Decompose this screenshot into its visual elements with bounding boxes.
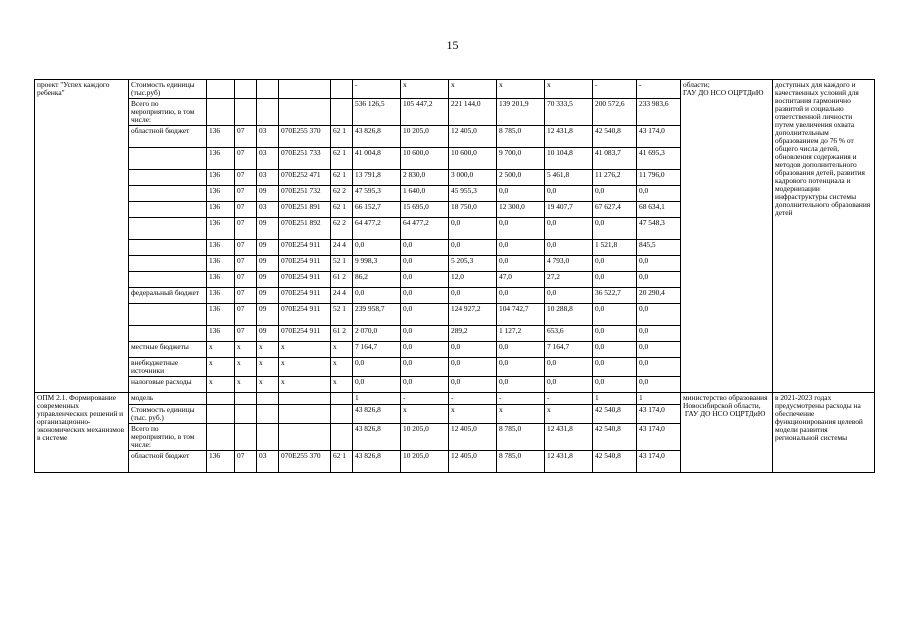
csr-cell [279,424,331,451]
pr-cell: 03 [257,202,279,218]
csr-cell [279,393,331,405]
value-cell: 10 205,0 [401,126,449,148]
value-cell: 19 407,7 [545,202,593,218]
pr-cell: 09 [257,272,279,288]
measure-name: ОПМ 2.1. Формирование современных управленческих решений и организационно-экономических механизмов в системе [35,393,129,473]
value-cell: 0,0 [497,218,545,240]
vr-cell [331,424,353,451]
value-cell: 0,0 [545,240,593,256]
csr-cell [279,405,331,424]
vr-cell: 61 2 [331,326,353,342]
value-cell: 86,2 [353,272,401,288]
rz-cell: x [235,342,257,358]
grbs-cell: 136 [207,451,235,473]
grbs-cell: 136 [207,326,235,342]
rz-cell: 07 [235,218,257,240]
indicator-cell [129,240,207,256]
value-cell: 139 201,9 [497,99,545,126]
indicator-cell: Всего по мероприятию, в том числе: [129,99,207,126]
value-cell: 536 126,5 [353,99,401,126]
value-cell: 45 955,3 [449,186,497,202]
value-cell: 0,0 [593,326,637,342]
value-cell: 43 174,0 [637,451,681,473]
rz-cell: 07 [235,272,257,288]
value-cell: 10 600,0 [449,148,497,170]
value-cell: 0,0 [637,304,681,326]
indicator-cell: Стоимость единицы (тыс.руб) [129,80,207,99]
vr-cell: 52 1 [331,304,353,326]
value-cell: 43 826,8 [353,126,401,148]
value-cell: 0,0 [353,358,401,377]
value-cell: 0,0 [497,377,545,393]
indicator-cell [129,186,207,202]
value-cell: 47 548,3 [637,218,681,240]
value-cell: 239 958,7 [353,304,401,326]
rz-cell: 07 [235,170,257,186]
value-cell: 0,0 [401,304,449,326]
value-cell: 43 826,8 [353,451,401,473]
indicator-cell [129,256,207,272]
csr-cell: x [279,342,331,358]
rz-cell [235,80,257,99]
value-cell: 0,0 [593,218,637,240]
pr-cell: 09 [257,288,279,304]
value-cell: 9 998,3 [353,256,401,272]
value-cell: 1 [353,393,401,405]
value-cell: 18 750,0 [449,202,497,218]
value-cell: x [449,405,497,424]
rz-cell [235,405,257,424]
pr-cell: 09 [257,186,279,202]
vr-cell: 62 2 [331,218,353,240]
value-cell: 12 300,0 [497,202,545,218]
pr-cell: x [257,377,279,393]
csr-cell: 070E251 892 [279,218,331,240]
rz-cell: 07 [235,202,257,218]
grbs-cell: x [207,358,235,377]
value-cell: 41 083,7 [593,148,637,170]
value-cell: 0,0 [401,240,449,256]
value-cell: 66 152,7 [353,202,401,218]
pr-cell: x [257,342,279,358]
rz-cell: 07 [235,451,257,473]
value-cell: 43 174,0 [637,424,681,451]
value-cell: 43 174,0 [637,126,681,148]
value-cell: 10 104,8 [545,148,593,170]
indicator-cell: федеральный бюджет [129,288,207,304]
executor-cell: области; ГАУ ДО НСО ОЦРТДиЮ [681,80,773,393]
value-cell: 0,0 [545,218,593,240]
value-cell: 0,0 [449,218,497,240]
pr-cell: 09 [257,326,279,342]
value-cell: 104 742,7 [497,304,545,326]
value-cell: - [545,393,593,405]
value-cell: 12 405,0 [449,424,497,451]
grbs-cell: 136 [207,304,235,326]
value-cell: 2 830,0 [401,170,449,186]
rz-cell: 07 [235,288,257,304]
value-cell: 47,0 [497,272,545,288]
vr-cell: 62 1 [331,170,353,186]
value-cell: 0,0 [497,358,545,377]
grbs-cell: 136 [207,186,235,202]
rz-cell [235,424,257,451]
value-cell: 0,0 [353,288,401,304]
value-cell: 0,0 [401,256,449,272]
value-cell: 0,0 [593,256,637,272]
indicator-cell: областной бюджет [129,126,207,148]
value-cell: x [449,80,497,99]
value-cell: 10 600,0 [401,148,449,170]
grbs-cell: 136 [207,288,235,304]
grbs-cell: 136 [207,148,235,170]
vr-cell: 24 4 [331,240,353,256]
executor-cell: министерство образования Новосибирской области, ГАУ ДО НСО ОЦРТДиЮ [681,393,773,473]
grbs-cell [207,80,235,99]
value-cell: 15 695,0 [401,202,449,218]
vr-cell: 52 1 [331,256,353,272]
value-cell: 0,0 [497,288,545,304]
vr-cell [331,80,353,99]
pr-cell: 09 [257,240,279,256]
pr-cell: 03 [257,148,279,170]
budget-table [34,79,875,473]
value-cell: 64 477,2 [353,218,401,240]
value-cell: 68 634,1 [637,202,681,218]
value-cell: 0,0 [497,342,545,358]
value-cell: 0,0 [637,358,681,377]
pr-cell: 09 [257,218,279,240]
grbs-cell: 136 [207,218,235,240]
value-cell: 7 164,7 [545,342,593,358]
value-cell: 36 522,7 [593,288,637,304]
value-cell: 0,0 [637,342,681,358]
value-cell: 0,0 [401,288,449,304]
value-cell: 124 927,2 [449,304,497,326]
value-cell: 221 144,0 [449,99,497,126]
pr-cell: 03 [257,170,279,186]
grbs-cell: 136 [207,126,235,148]
rz-cell: 07 [235,186,257,202]
vr-cell [331,405,353,424]
value-cell: 27,2 [545,272,593,288]
value-cell: 653,6 [545,326,593,342]
grbs-cell [207,99,235,126]
result-cell: доступных для каждого и качественных условий для воспитания гармонично развитой и социально ответственной личности путем увеличения охвата дополнительным образованием до 76 % от общего числа детей, обновления содержания и методов дополнительного образования детей, развития кадрового потенциала и модернизации инфраструктуры системы дополнительного образования детей [773,80,875,393]
value-cell: 41 695,3 [637,148,681,170]
indicator-cell: Всего по мероприятию, в том числе: [129,424,207,451]
value-cell: 0,0 [637,256,681,272]
vr-cell: x [331,342,353,358]
value-cell: 11 796,0 [637,170,681,186]
value-cell: x [401,405,449,424]
value-cell: x [401,80,449,99]
vr-cell: 62 2 [331,186,353,202]
csr-cell [279,99,331,126]
value-cell: 0,0 [449,342,497,358]
page-number: 15 [446,38,459,52]
value-cell: 2 500,0 [497,170,545,186]
vr-cell [331,99,353,126]
grbs-cell [207,424,235,451]
value-cell: 12 431,8 [545,424,593,451]
grbs-cell: 136 [207,170,235,186]
grbs-cell: 136 [207,240,235,256]
indicator-cell: Стоимость единицы (тыс. руб.) [129,405,207,424]
value-cell: 0,0 [593,342,637,358]
rz-cell: 07 [235,240,257,256]
value-cell: - [593,80,637,99]
pr-cell: 09 [257,304,279,326]
value-cell: 43 826,8 [353,405,401,424]
value-cell: 0,0 [593,377,637,393]
csr-cell: 070E251 733 [279,148,331,170]
indicator-cell [129,272,207,288]
value-cell: 47 595,3 [353,186,401,202]
csr-cell: 070E254 911 [279,256,331,272]
value-cell: 0,0 [401,326,449,342]
csr-cell: 070E252 471 [279,170,331,186]
vr-cell: x [331,358,353,377]
measure-name: проект "Успех каждого ребенка" [35,80,129,393]
value-cell: 0,0 [637,326,681,342]
vr-cell: 62 1 [331,451,353,473]
rz-cell: x [235,358,257,377]
csr-cell: 070E254 911 [279,288,331,304]
rz-cell: 07 [235,326,257,342]
value-cell: 0,0 [637,377,681,393]
pr-cell [257,424,279,451]
value-cell: 200 572,6 [593,99,637,126]
value-cell: 5 205,3 [449,256,497,272]
indicator-cell [129,304,207,326]
rz-cell: 07 [235,256,257,272]
grbs-cell: x [207,377,235,393]
csr-cell: x [279,377,331,393]
pr-cell: 03 [257,126,279,148]
value-cell: 12 431,8 [545,126,593,148]
value-cell: 42 540,8 [593,405,637,424]
table-body [35,80,875,473]
value-cell: 0,0 [353,377,401,393]
csr-cell: 070E255 370 [279,126,331,148]
vr-cell: x [331,377,353,393]
value-cell: 10 205,0 [401,451,449,473]
rz-cell [235,99,257,126]
value-cell: 7 164,7 [353,342,401,358]
pr-cell [257,99,279,126]
value-cell: 2 070,0 [353,326,401,342]
indicator-cell [129,218,207,240]
rz-cell [235,393,257,405]
value-cell: 9 700,0 [497,148,545,170]
value-cell: 1 [637,393,681,405]
value-cell: 20 290,4 [637,288,681,304]
csr-cell: 070E254 911 [279,240,331,256]
value-cell: 12 405,0 [449,126,497,148]
value-cell: 1 127,2 [497,326,545,342]
grbs-cell: 136 [207,256,235,272]
value-cell: 0,0 [637,272,681,288]
value-cell: 8 785,0 [497,126,545,148]
csr-cell: 070E255 370 [279,451,331,473]
value-cell: 0,0 [593,358,637,377]
grbs-cell [207,405,235,424]
rz-cell: 07 [235,148,257,170]
value-cell: 0,0 [497,186,545,202]
value-cell: x [545,80,593,99]
csr-cell: 070E251 891 [279,202,331,218]
indicator-cell: налоговые расходы [129,377,207,393]
value-cell: 845,5 [637,240,681,256]
value-cell: 0,0 [401,377,449,393]
value-cell: 11 276,2 [593,170,637,186]
indicator-cell: областной бюджет [129,451,207,473]
value-cell: 0,0 [545,358,593,377]
value-cell: 0,0 [401,358,449,377]
value-cell: - [637,80,681,99]
pr-cell [257,393,279,405]
value-cell: 43 174,0 [637,405,681,424]
value-cell: 0,0 [593,304,637,326]
indicator-cell: внебюджетные источники [129,358,207,377]
table-row [35,80,875,99]
value-cell: 0,0 [497,240,545,256]
pr-cell [257,80,279,99]
vr-cell: 24 4 [331,288,353,304]
rz-cell: 07 [235,126,257,148]
grbs-cell: x [207,342,235,358]
value-cell: x [497,80,545,99]
value-cell: 105 447,2 [401,99,449,126]
value-cell: 0,0 [449,240,497,256]
value-cell: - [497,393,545,405]
value-cell: 67 627,4 [593,202,637,218]
rz-cell: x [235,377,257,393]
indicator-cell [129,148,207,170]
value-cell: 0,0 [353,240,401,256]
value-cell: 0,0 [449,288,497,304]
value-cell: x [545,405,593,424]
vr-cell: 61 2 [331,272,353,288]
result-cell: в 2021-2023 годах предусмотрены расходы на обеспечение функционирования целевой модели развития региональной системы [773,393,875,473]
value-cell: 13 791,8 [353,170,401,186]
indicator-cell [129,202,207,218]
indicator-cell [129,326,207,342]
value-cell: 0,0 [593,272,637,288]
value-cell: 42 540,8 [593,126,637,148]
csr-cell [279,80,331,99]
value-cell: 0,0 [545,377,593,393]
value-cell: 10 288,8 [545,304,593,326]
indicator-cell: модель [129,393,207,405]
value-cell: 8 785,0 [497,424,545,451]
pr-cell: x [257,358,279,377]
value-cell: - [401,393,449,405]
value-cell: 70 333,5 [545,99,593,126]
value-cell: 1 640,0 [401,186,449,202]
vr-cell: 62 1 [331,202,353,218]
pr-cell: 09 [257,256,279,272]
value-cell: 289,2 [449,326,497,342]
value-cell: 43 826,8 [353,424,401,451]
table-row [35,393,875,405]
csr-cell: 070E254 911 [279,326,331,342]
grbs-cell [207,393,235,405]
value-cell: 12 431,8 [545,451,593,473]
value-cell: 41 004,8 [353,148,401,170]
csr-cell: 070E254 911 [279,272,331,288]
indicator-cell: местные бюджеты [129,342,207,358]
value-cell: 3 000,0 [449,170,497,186]
pr-cell: 03 [257,451,279,473]
value-cell: 0,0 [545,186,593,202]
csr-cell: 070E251 732 [279,186,331,202]
value-cell: x [497,405,545,424]
vr-cell: 62 1 [331,148,353,170]
value-cell: 0,0 [449,358,497,377]
value-cell: 233 983,6 [637,99,681,126]
value-cell: 0,0 [401,342,449,358]
value-cell: 0,0 [401,272,449,288]
vr-cell: 62 1 [331,126,353,148]
value-cell: 0,0 [545,288,593,304]
rz-cell: 07 [235,304,257,326]
indicator-cell [129,170,207,186]
value-cell: 4 793,0 [545,256,593,272]
value-cell: 42 540,8 [593,451,637,473]
value-cell: 1 [593,393,637,405]
value-cell: - [353,80,401,99]
grbs-cell: 136 [207,202,235,218]
value-cell: 10 205,0 [401,424,449,451]
value-cell: 1 521,8 [593,240,637,256]
value-cell: 12 405,0 [449,451,497,473]
csr-cell: 070E254 911 [279,304,331,326]
value-cell: 5 461,8 [545,170,593,186]
vr-cell [331,393,353,405]
value-cell: 42 540,8 [593,424,637,451]
value-cell: 0,0 [449,377,497,393]
grbs-cell: 136 [207,272,235,288]
pr-cell [257,405,279,424]
value-cell: 0,0 [637,186,681,202]
csr-cell: x [279,358,331,377]
value-cell: 0,0 [593,186,637,202]
value-cell: 64 477,2 [401,218,449,240]
value-cell: - [449,393,497,405]
value-cell: 12,0 [449,272,497,288]
value-cell: 8 785,0 [497,451,545,473]
value-cell: 0,0 [497,256,545,272]
